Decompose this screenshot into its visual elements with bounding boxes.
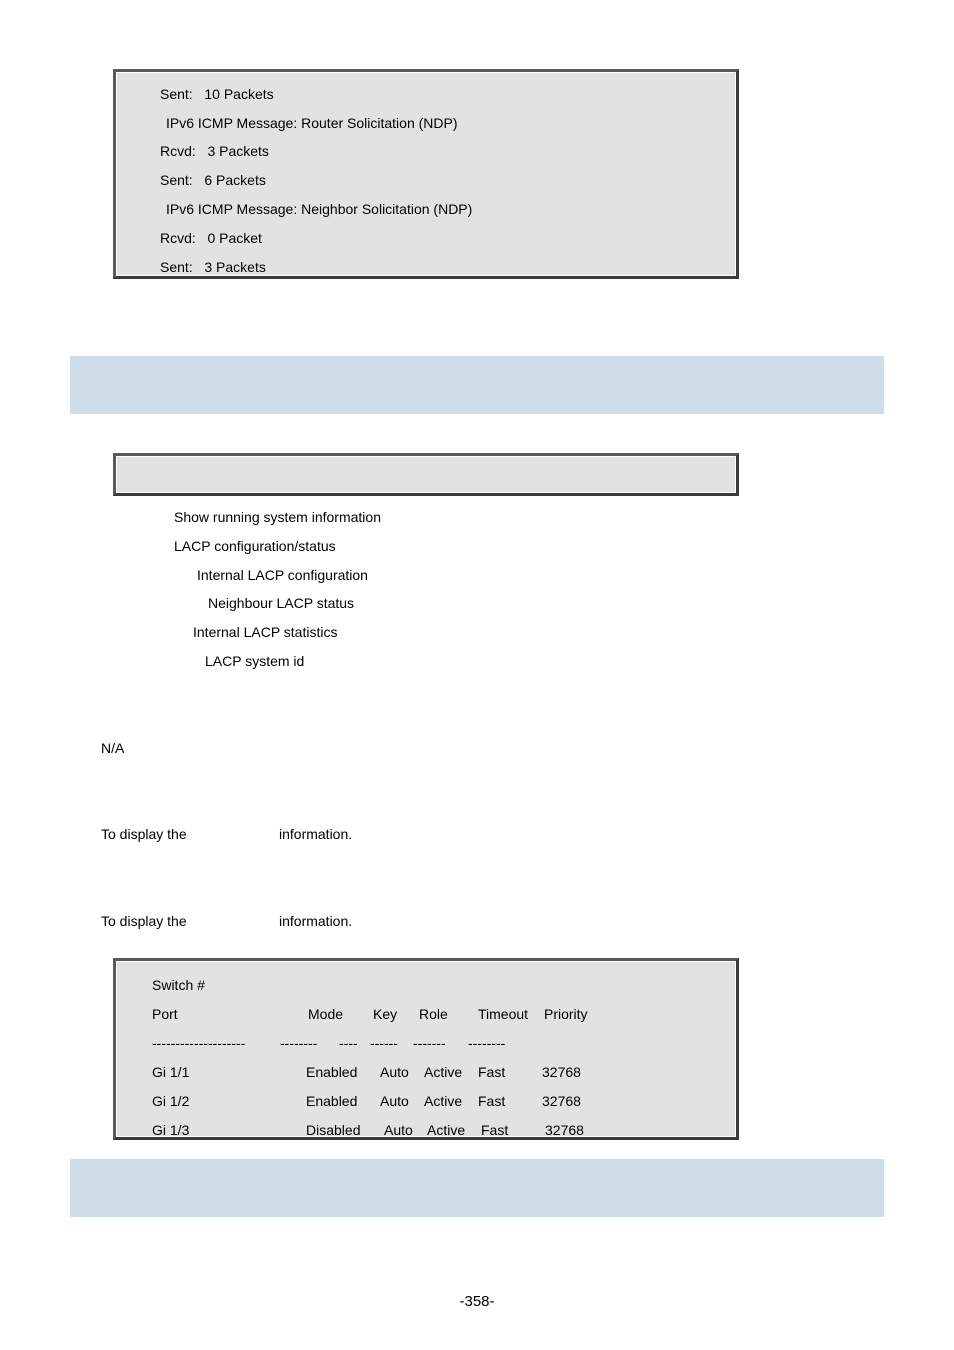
parameter-description: Neighbour LACP status: [208, 595, 355, 611]
parameter-description: Internal LACP statistics: [193, 624, 338, 640]
table-header: Key: [373, 1006, 398, 1022]
table-cell-timeout: Fast: [478, 1064, 506, 1080]
table-cell-port: Gi 1/2: [152, 1093, 190, 1109]
example-prefix: To display the: [101, 913, 187, 929]
code-block-lacp-table: [113, 958, 739, 1140]
table-cell-priority: 32768: [542, 1064, 581, 1080]
table-cell-port: Gi 1/1: [152, 1064, 190, 1080]
table-cell-priority: 32768: [545, 1122, 584, 1138]
table-separator: --------: [468, 1035, 506, 1051]
table-cell-role: Active: [424, 1093, 463, 1109]
table-cell-key: Auto: [380, 1093, 409, 1109]
table-cell-role: Active: [427, 1122, 466, 1138]
cli-prompt: Switch #: [152, 977, 205, 993]
table-cell-timeout: Fast: [478, 1093, 506, 1109]
table-cell-mode: Enabled: [306, 1064, 358, 1080]
code-line: Sent: 3 Packets: [160, 259, 266, 275]
table-cell-mode: Disabled: [306, 1122, 361, 1138]
table-header: Timeout: [478, 1006, 529, 1022]
table-header: Mode: [308, 1006, 344, 1022]
table-cell-mode: Enabled: [306, 1093, 358, 1109]
parameter-description: Internal LACP configuration: [197, 567, 368, 583]
table-separator: --------------------: [152, 1035, 246, 1051]
usage-guideline-prefix: To display the: [101, 826, 187, 842]
parameter-description: LACP configuration/status: [174, 538, 336, 554]
command-syntax-box: [113, 453, 739, 496]
table-cell-port: Gi 1/3: [152, 1122, 190, 1138]
code-line: Rcvd: 3 Packets: [160, 143, 269, 159]
section-heading-band: [70, 356, 884, 414]
usage-guideline-suffix: information.: [279, 826, 353, 842]
table-cell-key: Auto: [380, 1064, 409, 1080]
table-header: Port: [152, 1006, 178, 1022]
section-heading-band: [70, 1159, 884, 1217]
table-header: Priority: [544, 1006, 588, 1022]
example-suffix: information.: [279, 913, 353, 929]
table-cell-priority: 32768: [542, 1093, 581, 1109]
table-separator: --------: [280, 1035, 318, 1051]
code-line: Sent: 6 Packets: [160, 172, 266, 188]
table-cell-timeout: Fast: [481, 1122, 509, 1138]
table-cell-key: Auto: [384, 1122, 413, 1138]
code-line: IPv6 ICMP Message: Router Solicitation (NDP): [166, 115, 458, 131]
code-line: IPv6 ICMP Message: Neighbor Solicitation (NDP): [166, 201, 473, 217]
code-line: Sent: 10 Packets: [160, 86, 274, 102]
code-block-output: [113, 69, 739, 279]
table-separator: -------: [413, 1035, 446, 1051]
table-header: Role: [419, 1006, 448, 1022]
code-line: Rcvd: 0 Packet: [160, 230, 262, 246]
table-separator: ------: [370, 1035, 398, 1051]
default-value: N/A: [101, 740, 125, 756]
table-separator: ----: [339, 1035, 358, 1051]
parameter-description: LACP system id: [205, 653, 305, 669]
page-number: -358-: [459, 1293, 495, 1310]
table-cell-role: Active: [424, 1064, 463, 1080]
parameter-description: Show running system information: [174, 509, 381, 525]
